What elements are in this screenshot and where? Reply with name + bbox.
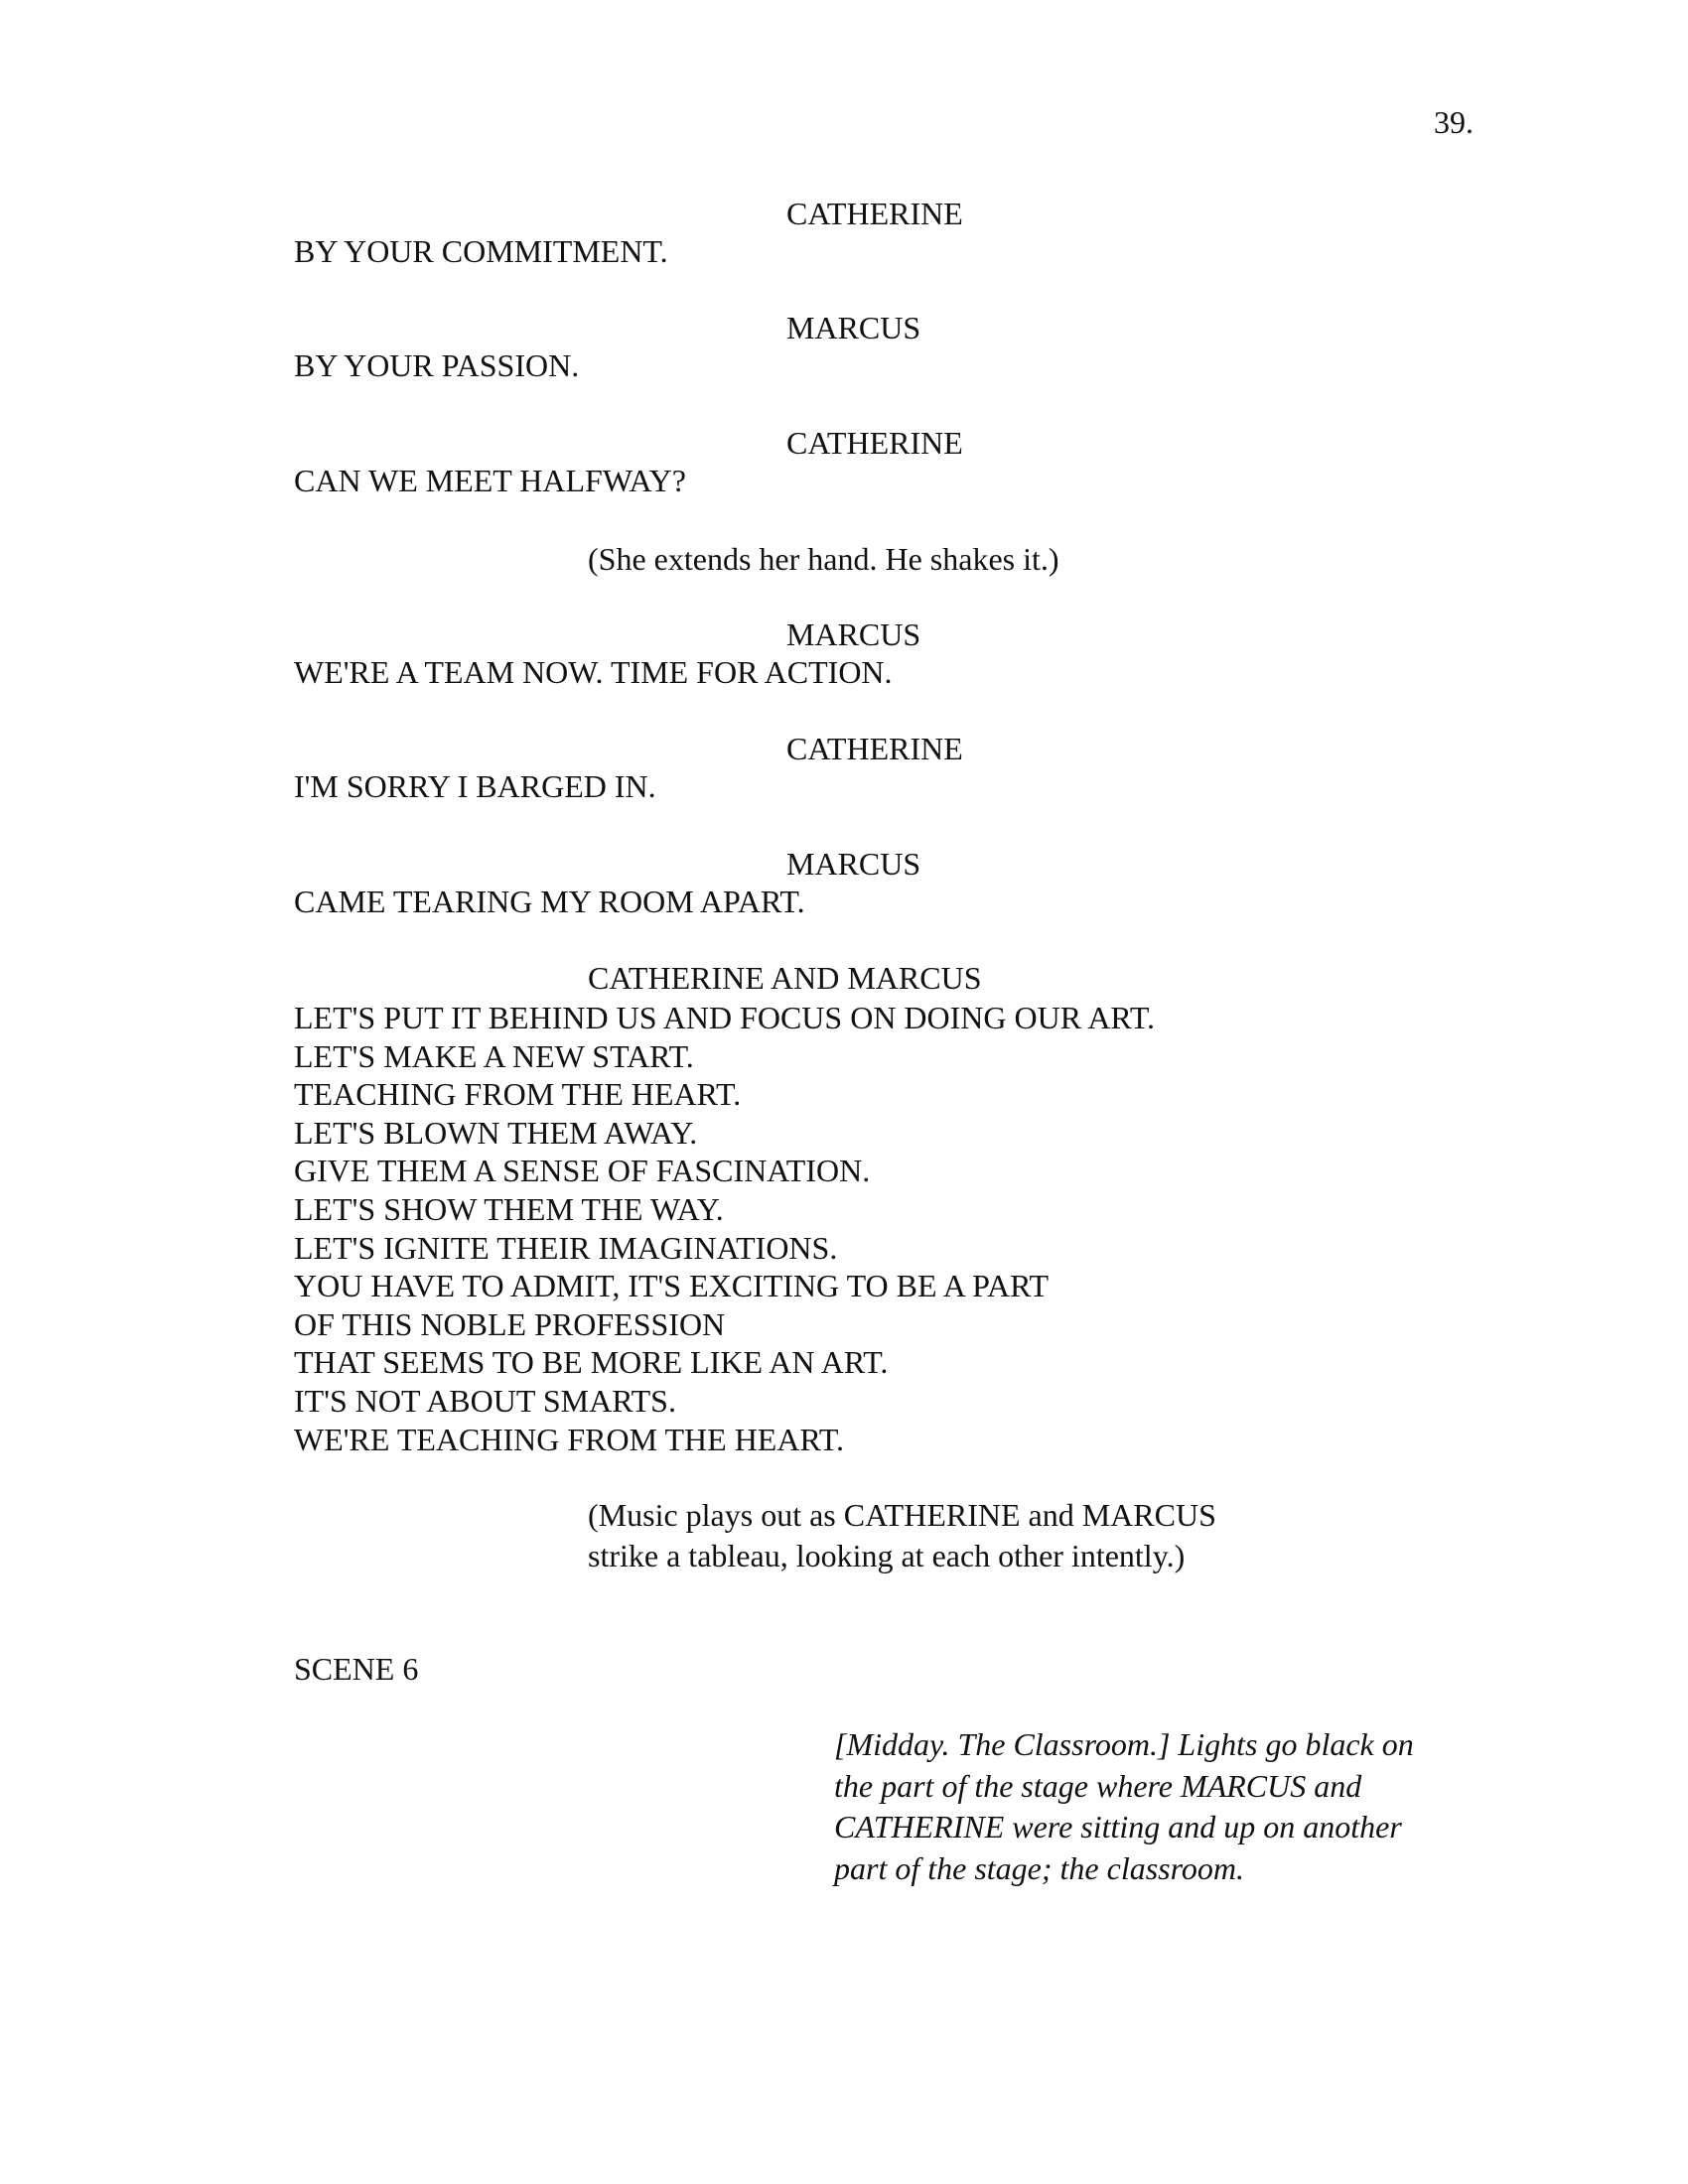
lyric-line: LET'S SHOW THEM THE WAY. <box>294 1190 724 1227</box>
character-name: CATHERINE <box>786 731 963 766</box>
scene-description-line: CATHERINE were sitting and up on another <box>834 1809 1402 1844</box>
lyric-line: OF THIS NOBLE PROFESSION <box>294 1305 726 1342</box>
dialogue-line: WE'RE A TEAM NOW. TIME FOR ACTION. <box>294 654 893 690</box>
character-name: CATHERINE <box>786 196 963 231</box>
scene-description-line: part of the stage; the classroom. <box>834 1849 1244 1886</box>
lyric-line: LET'S IGNITE THEIR IMAGINATIONS. <box>294 1229 838 1266</box>
page-number: 39. <box>1434 104 1474 140</box>
character-name: MARCUS <box>786 846 921 882</box>
lyric-line: LET'S BLOWN THEM AWAY. <box>294 1114 698 1151</box>
stage-direction: strike a tableau, looking at each other intently.) <box>588 1538 1186 1573</box>
character-name: MARCUS <box>786 310 921 345</box>
dialogue-line: CAME TEARING MY ROOM APART. <box>294 884 805 919</box>
dialogue-line: I'M SORRY I BARGED IN. <box>294 768 656 804</box>
duet-lyrics <box>294 999 1155 1458</box>
lyric-line: WE'RE TEACHING FROM THE HEART. <box>294 1421 845 1457</box>
dialogue-line: BY YOUR COMMITMENT. <box>294 233 668 269</box>
lyric-line: LET'S MAKE A NEW START. <box>294 1037 694 1074</box>
lyric-line: LET'S PUT IT BEHIND US AND FOCUS ON DOING OUR ART. <box>294 1000 1156 1035</box>
character-name: MARCUS <box>786 616 921 652</box>
stage-direction: (She extends her hand. He shakes it.) <box>588 541 1059 577</box>
scene-heading: SCENE 6 <box>294 1651 419 1687</box>
lyric-line: THAT SEEMS TO BE MORE LIKE AN ART. <box>294 1344 889 1381</box>
lyric-line: GIVE THEM A SENSE OF FASCINATION. <box>294 1153 871 1189</box>
dialogue-line: CAN WE MEET HALFWAY? <box>294 463 686 498</box>
lyric-line: TEACHING FROM THE HEART. <box>294 1076 742 1113</box>
lyric-line: IT'S NOT ABOUT SMARTS. <box>294 1382 676 1419</box>
scene-description <box>834 1724 1470 1889</box>
lyric-line: YOU HAVE TO ADMIT, IT'S EXCITING TO BE A PART <box>294 1268 1050 1304</box>
character-name-duet: CATHERINE AND MARCUS <box>588 960 982 996</box>
character-name: CATHERINE <box>786 425 963 461</box>
stage-direction: (Music plays out as CATHERINE and MARCUS <box>588 1497 1216 1533</box>
dialogue-line: BY YOUR PASSION. <box>294 347 580 383</box>
scene-description-line: [Midday. The Classroom.] Lights go black on <box>834 1726 1414 1762</box>
scene-description-line: the part of the stage where MARCUS and <box>834 1767 1362 1804</box>
